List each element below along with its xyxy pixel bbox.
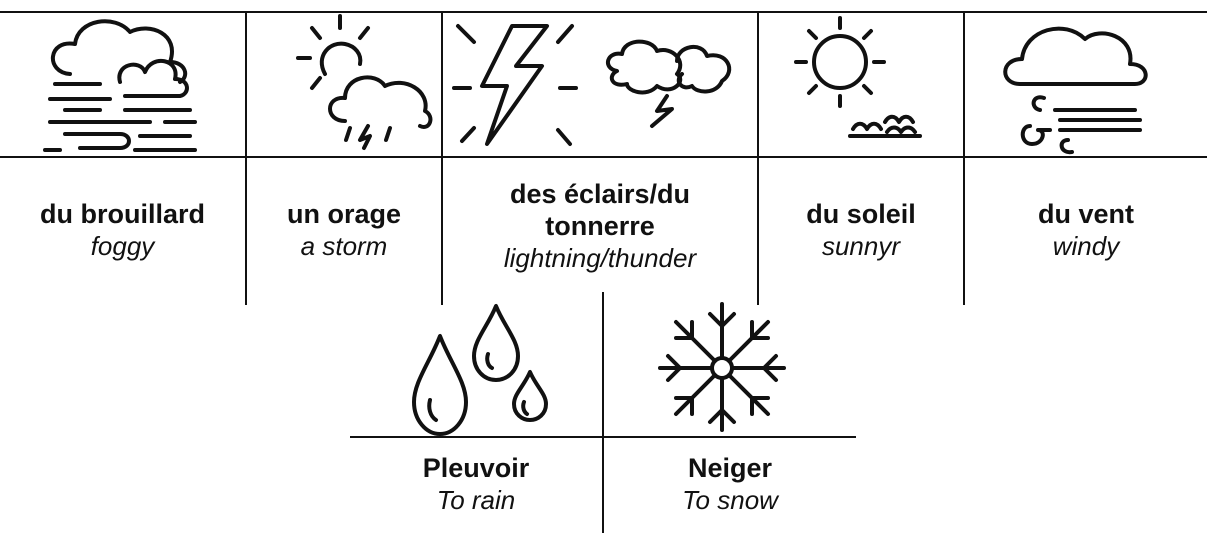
top-row-divider-line (0, 156, 1207, 158)
term-cell-storm (247, 198, 441, 262)
english-translation: lightning/thunder (503, 243, 697, 273)
english-translation: To rain (436, 485, 516, 515)
storm-icon (290, 16, 440, 156)
term-cell-wind (965, 198, 1207, 262)
sun-icon (795, 14, 935, 154)
french-term: Neiger (687, 453, 773, 483)
french-term: des éclairs/du tonnerre (509, 179, 691, 241)
french-term: du vent (1037, 199, 1134, 229)
lightning-icon (452, 16, 752, 156)
french-term: Pleuvoir (422, 453, 530, 483)
french-term: un orage (286, 199, 401, 229)
english-translation: windy (1052, 231, 1120, 261)
term-cell-rain (350, 452, 602, 516)
raindrops-icon (408, 302, 568, 442)
french-term: du brouillard (40, 199, 205, 229)
term-cell-snow (604, 452, 856, 516)
term-cell-lightning (443, 178, 757, 274)
term-cell-sun (759, 198, 963, 262)
wind-icon (1000, 14, 1170, 154)
fog-icon (40, 14, 210, 154)
english-translation: foggy (90, 231, 155, 261)
top-border-line (0, 11, 1207, 13)
english-translation: a storm (300, 231, 388, 261)
snowflake-icon (652, 300, 792, 432)
term-cell-foggy (0, 198, 245, 262)
english-translation: sunnyr (821, 231, 901, 261)
english-translation: To snow (682, 485, 778, 515)
french-term: du soleil (806, 199, 916, 229)
